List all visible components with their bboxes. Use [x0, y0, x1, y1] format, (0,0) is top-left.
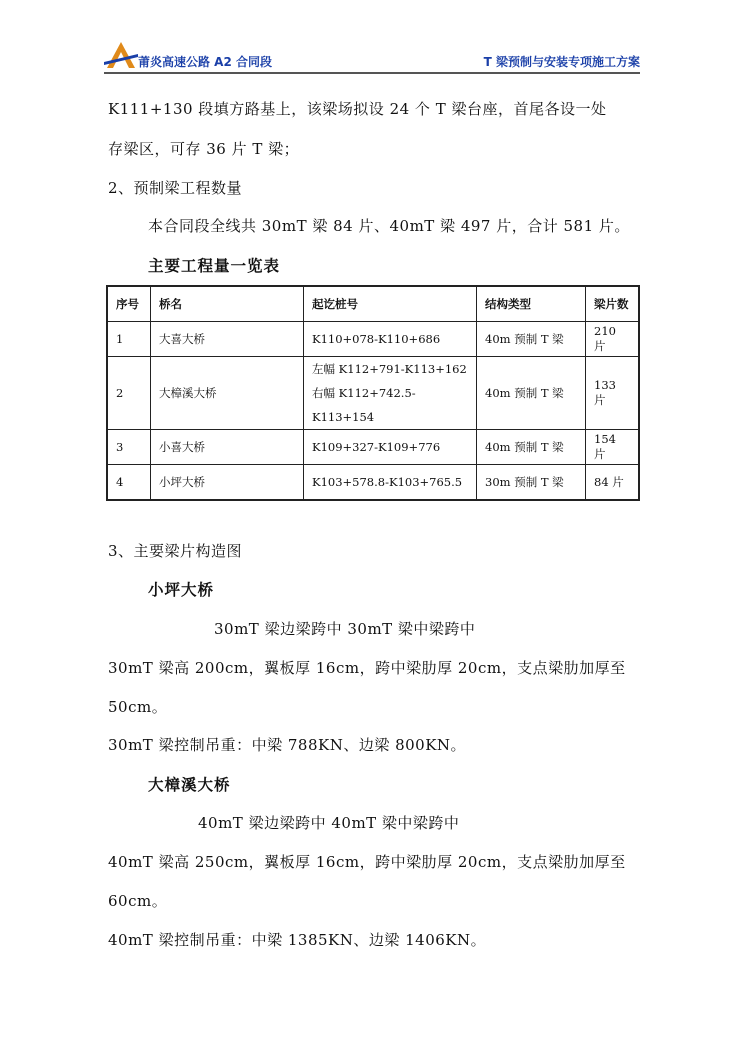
project-title: 莆炎高速公路 A2 合同段 [138, 55, 272, 69]
table-cell: 大喜大桥 [151, 322, 304, 357]
paragraph-line: 本合同段全线共 30mT 梁 84 片、40mT 梁 497 片，合计 581 片。 [148, 217, 630, 235]
table-header-row [107, 286, 639, 322]
table-cell: 154 片 [586, 430, 640, 465]
table-cell: K103+578.8-K103+765.5 [304, 465, 477, 501]
paragraph-line: 50cm。 [108, 698, 168, 716]
table-title: 主要工程量一览表 [148, 257, 281, 275]
figure-caption: 30mT 梁边梁跨中 30mT 梁中梁跨中 [214, 620, 476, 638]
paragraph-line: 30mT 梁控制吊重：中梁 788KN、边梁 800KN。 [108, 736, 467, 754]
bridge-heading: 大樟溪大桥 [148, 776, 231, 794]
table-row [107, 430, 639, 465]
column-header: 结构类型 [477, 286, 586, 322]
table-row [107, 465, 639, 501]
station-right: 右幅 K112+742.5-K113+154 [312, 386, 416, 424]
column-header: 桥名 [151, 286, 304, 322]
page-header [104, 40, 640, 74]
table-cell: 小喜大桥 [151, 430, 304, 465]
table-cell: 4 [107, 465, 151, 501]
station-left: 左幅 K112+791-K113+162 [312, 362, 467, 376]
table-row [107, 322, 639, 357]
document-title: T 梁预制与安装专项施工方案 [483, 55, 640, 69]
figure-caption: 40mT 梁边梁跨中 40mT 梁中梁跨中 [198, 814, 460, 832]
table-cell: 133 片 [586, 357, 640, 430]
header-divider [104, 72, 640, 74]
table-cell: 210 片 [586, 322, 640, 357]
table-cell: 40m 预制 T 梁 [477, 357, 586, 430]
table-cell: 3 [107, 430, 151, 465]
table-cell [304, 357, 477, 430]
paragraph-line: 存梁区，可存 36 片 T 梁； [108, 140, 300, 158]
table-cell: 大樟溪大桥 [151, 357, 304, 430]
table-cell: 小坪大桥 [151, 465, 304, 501]
column-header: 梁片数 [586, 286, 640, 322]
table-cell: K110+078-K110+686 [304, 322, 477, 357]
table-cell: 1 [107, 322, 151, 357]
company-logo-icon [104, 40, 138, 70]
table-cell: K109+327-K109+776 [304, 430, 477, 465]
table-cell: 40m 预制 T 梁 [477, 430, 586, 465]
table-cell: 30m 预制 T 梁 [477, 465, 586, 501]
paragraph-line: 40mT 梁高 250cm，翼板厚 16cm，跨中梁肋厚 20cm，支点梁肋加厚至 [108, 853, 626, 871]
paragraph-line: K111+130 段填方路基上，该梁场拟设 24 个 T 梁台座，首尾各设一处 [108, 100, 607, 118]
table-row [107, 357, 639, 430]
paragraph-line: 30mT 梁高 200cm，翼板厚 16cm，跨中梁肋厚 20cm，支点梁肋加厚至 [108, 659, 626, 677]
bridge-heading: 小坪大桥 [148, 581, 215, 599]
table-cell: 84 片 [586, 465, 640, 501]
paragraph-line: 40mT 梁控制吊重：中梁 1385KN、边梁 1406KN。 [108, 931, 487, 949]
column-header: 起讫桩号 [304, 286, 477, 322]
quantity-table [106, 285, 640, 501]
section-heading: 3、主要梁片构造图 [108, 542, 243, 560]
table-cell: 2 [107, 357, 151, 430]
paragraph-line: 60cm。 [108, 892, 168, 910]
section-heading: 2、预制梁工程数量 [108, 179, 243, 197]
table-cell: 40m 预制 T 梁 [477, 322, 586, 357]
column-header: 序号 [107, 286, 151, 322]
